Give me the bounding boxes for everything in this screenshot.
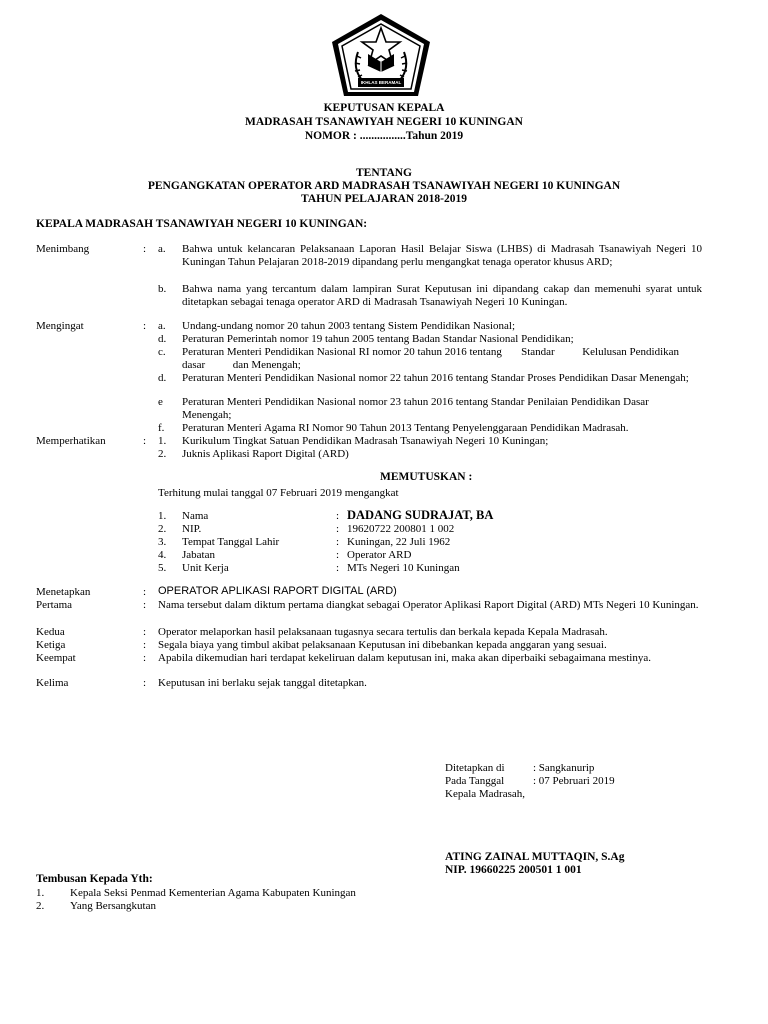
decision-text: Nama tersebut dalam diktum pertama diangkat sebagai Operator Aplikasi Raport Digital (ARD) MTs Negeri 10 Kuningan. bbox=[158, 599, 699, 611]
decision-colon: : bbox=[143, 639, 147, 651]
field-label: Nama bbox=[182, 510, 209, 522]
field-number: 5. bbox=[158, 562, 167, 574]
decision-label: Keempat bbox=[36, 652, 76, 664]
decision-text: Segala biaya yang timbul akibat pelaksanaan Keputusan ini dibebankan kepada anggaran yang sesuai. bbox=[158, 639, 607, 651]
mengingat-item: Peraturan Menteri Pendidikan Nasional RI nomor 20 tahun 2016 tentang Standar Kelulusan Pendidikan dasar dan Menengah; bbox=[182, 346, 682, 371]
mengingat-item: Peraturan Pemerintah nomor 19 tahun 2005 tentang Badan Standar Nasional Pendidikan; bbox=[182, 333, 574, 345]
memperhatikan-number: 1. bbox=[158, 435, 167, 447]
signature-place-value: : Sangkanurip bbox=[533, 762, 595, 774]
field-colon: : bbox=[336, 523, 340, 535]
field-number: 1. bbox=[158, 510, 167, 522]
memperhatikan-item: Kurikulum Tingkat Satuan Pendidikan Madrasah Tsanawiyah Negeri 10 Kuningan; bbox=[182, 435, 549, 447]
field-label: Tempat Tanggal Lahir bbox=[182, 536, 280, 548]
decision-label: Menetapkan bbox=[36, 586, 91, 598]
decision-label: Ketiga bbox=[36, 639, 66, 651]
memperhatikan-colon: : bbox=[143, 435, 147, 447]
decision-text: OPERATOR APLIKASI RAPORT DIGITAL (ARD) bbox=[158, 585, 397, 597]
signature-place-label: Ditetapkan di bbox=[445, 762, 505, 774]
menimbang-letter: b. bbox=[158, 283, 167, 295]
tembusan-item: Kepala Seksi Penmad Kementerian Agama Kabupaten Kuningan bbox=[70, 887, 356, 899]
mengingat-colon: : bbox=[143, 320, 147, 332]
decision-colon: : bbox=[143, 599, 147, 611]
tembusan-title: Tembusan Kepada Yth: bbox=[36, 873, 153, 885]
mengingat-label: Mengingat bbox=[36, 320, 84, 332]
field-colon: : bbox=[336, 562, 340, 574]
decision-label: Kelima bbox=[36, 677, 69, 689]
memutuskan-title: MEMUTUSKAN : bbox=[380, 471, 473, 483]
field-label: NIP. bbox=[182, 523, 202, 535]
field-value: Kuningan, 22 Juli 1962 bbox=[347, 536, 451, 548]
signature-date-value: : 07 Pebruari 2019 bbox=[533, 775, 615, 787]
field-colon: : bbox=[336, 549, 340, 561]
mengingat-item: Peraturan Menteri Pendidikan Nasional nomor 23 tahun 2016 tentang Standar Penilaian Pendidikan Dasar Menengah; bbox=[182, 396, 680, 421]
field-value: 19620722 200801 1 002 bbox=[347, 523, 455, 535]
field-label: Unit Kerja bbox=[182, 562, 229, 574]
mengingat-item: Peraturan Menteri Pendidikan Nasional nomor 22 tahun 2016 tentang Standar Proses Pendidikan Dasar Menengah; bbox=[182, 372, 689, 384]
header-line-1: KEPUTUSAN KEPALA bbox=[323, 102, 445, 114]
header-line-2: MADRASAH TSANAWIYAH NEGERI 10 KUNINGAN bbox=[245, 116, 523, 128]
logo-emblem bbox=[328, 12, 434, 100]
field-colon: : bbox=[336, 510, 340, 522]
field-value-name: DADANG SUDRAJAT, BA bbox=[347, 508, 494, 522]
memperhatikan-item: Juknis Aplikasi Raport Digital (ARD) bbox=[182, 448, 349, 460]
decision-text: Keputusan ini berlaku sejak tanggal ditetapkan. bbox=[158, 677, 367, 689]
menimbang-item: Bahwa untuk kelancaran Pelaksanaan Laporan Hasil Belajar Siswa (LHBS) di Madrasah Tsanawiyah Negeri 10 Kuningan Tahun Pelajaran 2018-2019 dipandang perlu mengangkat tenaga operator khusus ARD; bbox=[182, 243, 702, 268]
field-number: 4. bbox=[158, 549, 167, 561]
menimbang-item: Bahwa nama yang tercantum dalam lampiran Surat Keputusan ini dipandang cakap dan memenuhi syarat untuk ditetapkan sebagai tenaga operator ARD di Madrasah Tsanawiyah Negeri 10 Kuningan. bbox=[182, 283, 702, 308]
field-value: Operator ARD bbox=[347, 549, 412, 561]
decision-label: Pertama bbox=[36, 599, 73, 611]
menimbang-colon: : bbox=[143, 243, 147, 255]
decision-colon: : bbox=[143, 626, 147, 638]
menimbang-letter: a. bbox=[158, 243, 166, 255]
decision-label: Kedua bbox=[36, 626, 65, 638]
header-line-3: NOMOR : ................Tahun 2019 bbox=[304, 130, 464, 142]
signatory-name: ATING ZAINAL MUTTAQIN, S.Ag bbox=[445, 851, 625, 863]
mengingat-item: Peraturan Menteri Agama RI Nomor 90 Tahun 2013 Tentang Penyelenggaraan Pendidikan Madrasah. bbox=[182, 422, 629, 434]
decision-colon: : bbox=[143, 677, 147, 689]
signature-role: Kepala Madrasah, bbox=[445, 788, 526, 800]
signatory-nip: NIP. 19660225 200501 1 001 bbox=[445, 864, 582, 876]
field-number: 2. bbox=[158, 523, 167, 535]
subject-line-2: PENGANGKATAN OPERATOR ARD MADRASAH TSANAWIYAH NEGERI 10 KUNINGAN bbox=[147, 180, 621, 192]
field-colon: : bbox=[336, 536, 340, 548]
decision-colon: : bbox=[143, 586, 147, 598]
mengingat-letter: e bbox=[158, 396, 163, 408]
decision-text: Apabila dikemudian hari terdapat kekeliruan dalam keputusan ini, maka akan diperbaiki sebagaimana mestinya. bbox=[158, 652, 651, 664]
mengingat-letter: c. bbox=[158, 346, 166, 358]
field-number: 3. bbox=[158, 536, 167, 548]
mengingat-item: Undang-undang nomor 20 tahun 2003 tentang Sistem Pendidikan Nasional; bbox=[182, 320, 516, 332]
signature-date-label: Pada Tanggal bbox=[445, 775, 505, 787]
mengingat-letter: f. bbox=[158, 422, 165, 434]
field-value: MTs Negeri 10 Kuningan bbox=[347, 562, 460, 574]
mengingat-letter: d. bbox=[158, 333, 167, 345]
issuer-heading: KEPALA MADRASAH TSANAWIYAH NEGERI 10 KUNINGAN: bbox=[36, 218, 368, 230]
field-label: Jabatan bbox=[182, 549, 215, 561]
memperhatikan-number: 2. bbox=[158, 448, 167, 460]
subject-line-1: TENTANG bbox=[355, 167, 413, 179]
memutuskan-intro: Terhitung mulai tanggal 07 Februari 2019 mengangkat bbox=[158, 487, 399, 499]
memperhatikan-label: Memperhatikan bbox=[36, 435, 106, 447]
menimbang-label: Menimbang bbox=[36, 243, 90, 255]
decision-text: Operator melaporkan hasil pelaksanaan tugasnya secara tertulis dan berkala kepada Kepala Madrasah. bbox=[158, 626, 608, 638]
subject-line-3: TAHUN PELAJARAN 2018-2019 bbox=[301, 193, 467, 205]
tembusan-number: 1. bbox=[36, 887, 45, 899]
mengingat-letter: a. bbox=[158, 320, 166, 332]
tembusan-number: 2. bbox=[36, 900, 45, 912]
decision-colon: : bbox=[143, 652, 147, 664]
logo-motto: IKHLAS BERAMAL bbox=[360, 80, 402, 85]
tembusan-item: Yang Bersangkutan bbox=[70, 900, 156, 912]
mengingat-letter: d. bbox=[158, 372, 167, 384]
